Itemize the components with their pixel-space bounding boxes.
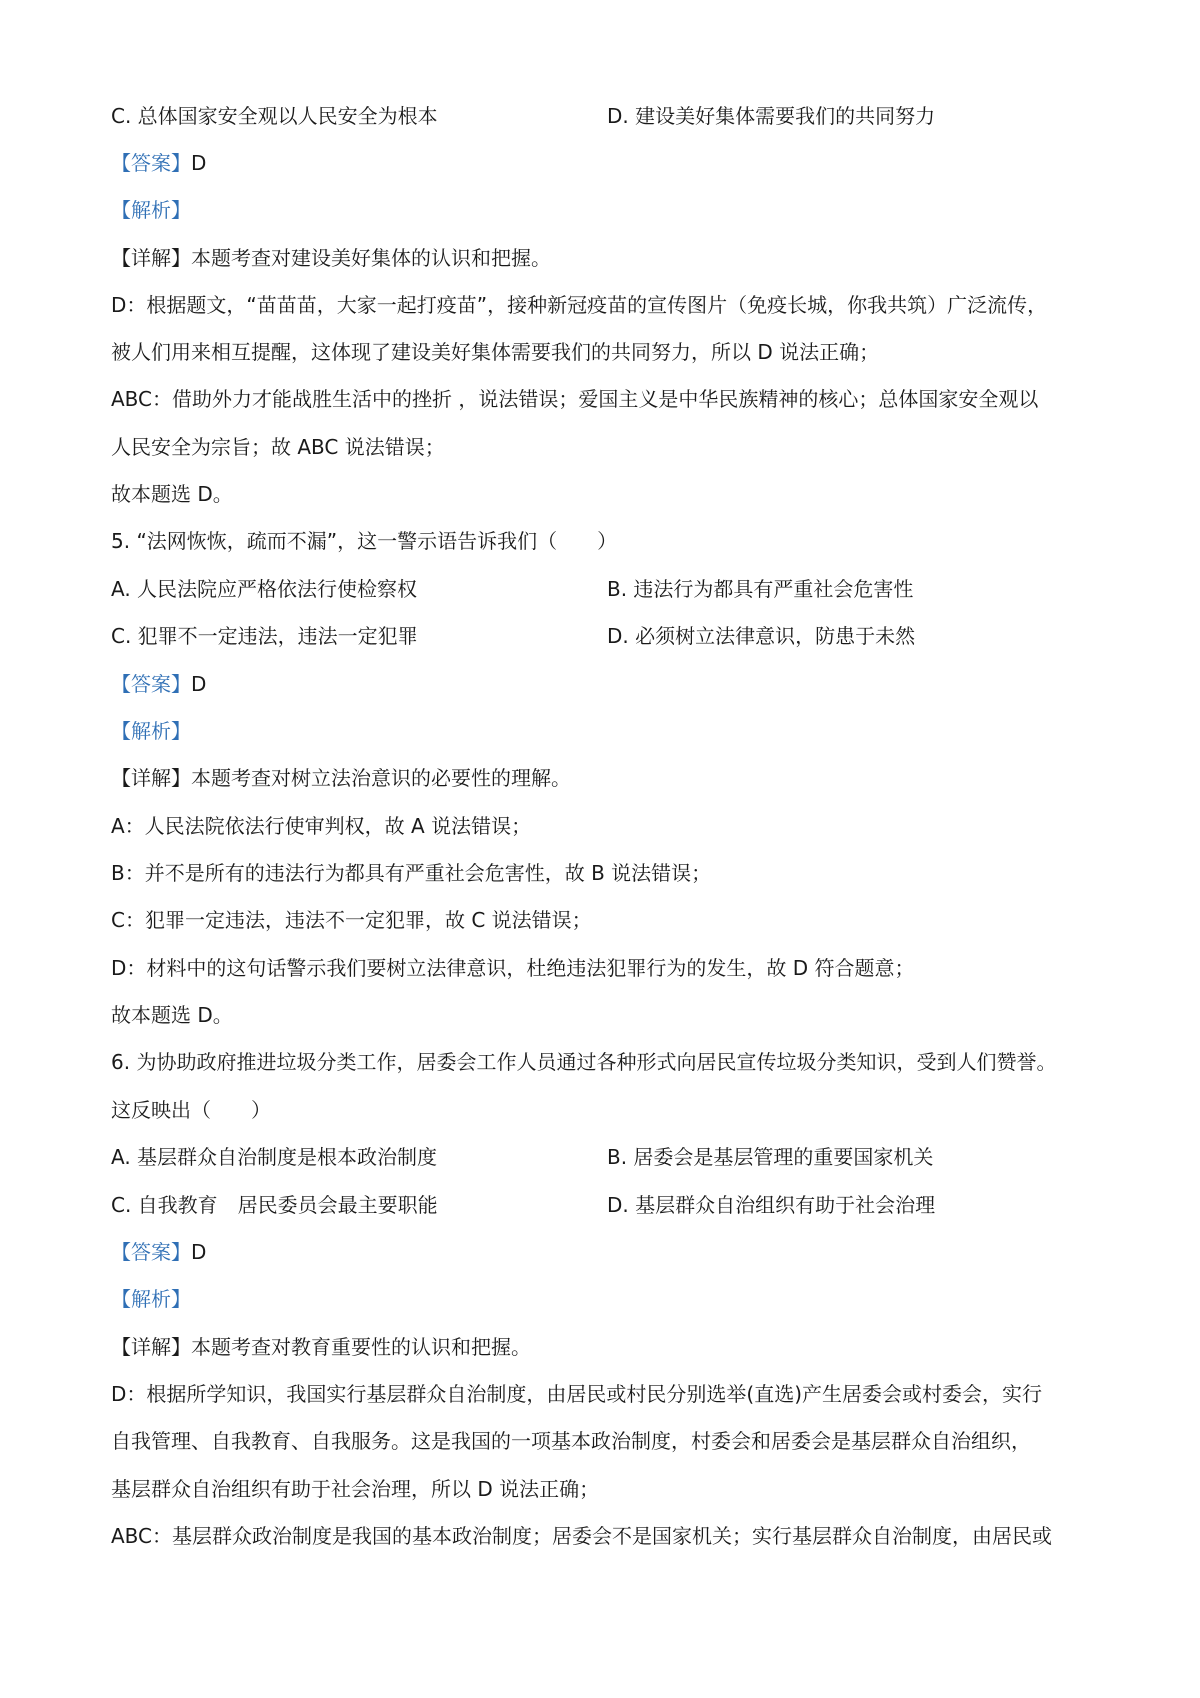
q6-option-b: B. 居委会是基层管理的重要国家机关 [607,1145,934,1169]
q5-detail-line: 【详解】本题考查对树立法治意识的必要性的理解。 [111,766,571,790]
q6-option-d: D. 基层群众自治组织有助于社会治理 [607,1193,936,1217]
q6-explain-d-2: 自我管理、自我教育、自我服务。这是我国的一项基本政治制度，村委会和居委会是基层群众自治组织， [111,1429,1031,1453]
q5-answer-line [111,670,1111,698]
q5-conclusion: 故本题选 D。 [111,1003,233,1027]
q6-option-c: C. 自我教育 居民委员会最主要职能 [111,1193,438,1217]
q6-option-a: A. 基层群众自治制度是根本政治制度 [111,1145,438,1169]
q5-option-c: C. 犯罪不一定违法，违法一定犯罪 [111,624,418,648]
q5-analysis-tag: 【解析】 [111,719,191,743]
q6-explain-d-1: D：根据所学知识，我国实行基层群众自治制度，由居民或村民分别选举(直选)产生居委会或村委会，实行 [111,1382,1043,1406]
q6-analysis-tag: 【解析】 [111,1287,191,1311]
q6-explain-d-3: 基层群众自治组织有助于社会治理，所以 D 说法正确； [111,1477,600,1501]
q5-explain-d: D：材料中的这句话警示我们要树立法律意识，杜绝违法犯罪行为的发生，故 D 符合题意； [111,956,915,980]
answer-tag: 【答案】 [111,672,191,696]
q4-option-c: C. 总体国家安全观以人民安全为根本 [111,104,438,128]
q6-detail-line: 【详解】本题考查对教育重要性的认识和把握。 [111,1335,531,1359]
q5-option-a: A. 人民法院应严格依法行使检察权 [111,577,418,601]
q4-detail-line: 【详解】本题考查对建设美好集体的认识和把握。 [111,246,551,270]
q5-explain-b: B：并不是所有的违法行为都具有严重社会危害性，故 B 说法错误； [111,861,712,885]
answer-value: D [191,151,207,175]
q4-answer-line [111,149,1111,177]
answer-value: D [191,672,207,696]
q6-stem-2: 这反映出（ ） [111,1098,271,1122]
q4-explain-abc-2: 人民安全为宗旨；故 ABC 说法错误； [111,435,445,459]
answer-value: D [191,1240,207,1264]
q4-explain-d-2: 被人们用来相互提醒，这体现了建设美好集体需要我们的共同努力，所以 D 说法正确； [111,340,880,364]
q4-option-d: D. 建设美好集体需要我们的共同努力 [607,104,936,128]
q4-analysis-tag: 【解析】 [111,198,191,222]
q6-answer-line [111,1238,1111,1266]
q5-option-d: D. 必须树立法律意识，防患于未然 [607,624,916,648]
q5-explain-c: C：犯罪一定违法，违法不一定犯罪，故 C 说法错误； [111,908,592,932]
q5-option-b: B. 违法行为都具有严重社会危害性 [607,577,914,601]
q5-stem: 5. “法网恢恢，疏而不漏”，这一警示语告诉我们（ ） [111,529,618,553]
answer-tag: 【答案】 [111,1240,191,1264]
q5-explain-a: A：人民法院依法行使审判权，故 A 说法错误； [111,814,532,838]
detail-tag: 【详解】 [111,246,191,270]
q4-conclusion: 故本题选 D。 [111,482,233,506]
q4-explain-abc-1: ABC：借助外力才能战胜生活中的挫折 ，说法错误；爱国主义是中华民族精神的核心；总体国家安全观以 [111,387,1039,411]
detail-tag: 【详解】 [111,766,191,790]
q4-explain-d-1: D：根据题文，“苗苗苗，大家一起打疫苗”，接种新冠疫苗的宣传图片（免疫长城，你我共筑）广泛流传， [111,293,1048,317]
answer-tag: 【答案】 [111,151,191,175]
q6-explain-abc-1: ABC：基层群众政治制度是我国的基本政治制度；居委会不是国家机关；实行基层群众自治制度，由居民或 [111,1524,1053,1548]
q6-stem-1: 6. 为协助政府推进垃圾分类工作，居委会工作人员通过各种形式向居民宣传垃圾分类知识，受到人们赞誉。 [111,1050,1057,1074]
detail-tag: 【详解】 [111,1335,191,1359]
